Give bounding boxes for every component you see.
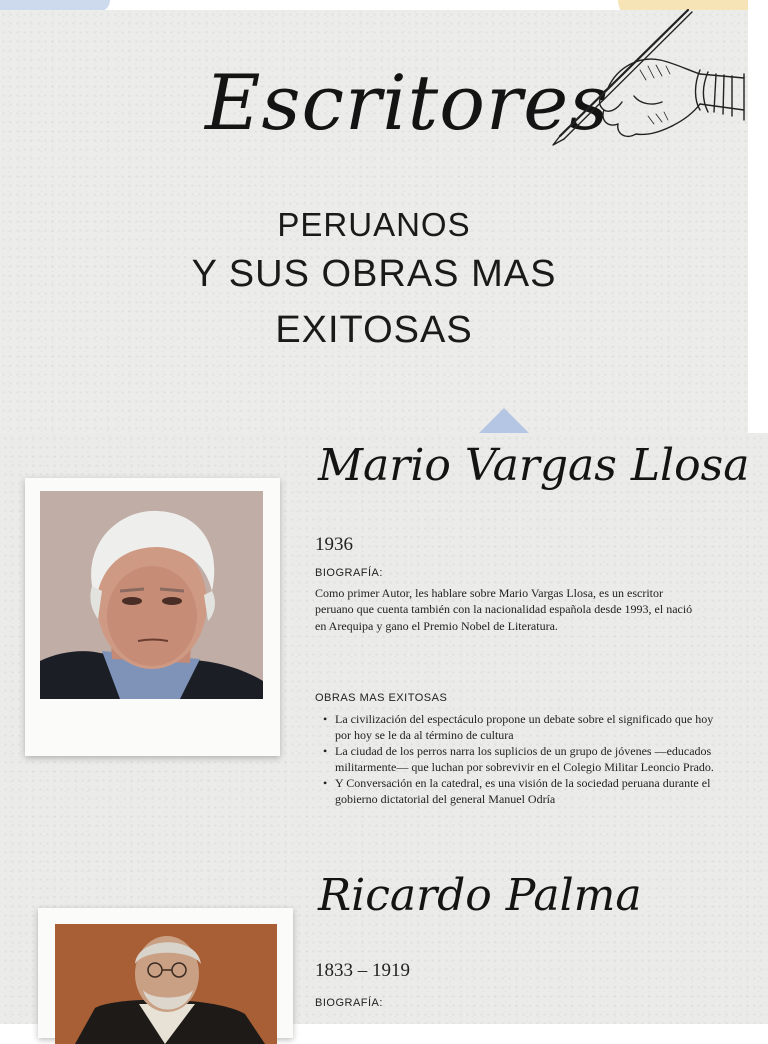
subtitle-line-2: Y SUS OBRAS MAS bbox=[191, 253, 557, 295]
bio-text: Como primer Autor, les hablare sobre Mario Vargas Llosa, es un escritor peruano que cuenta también con la nacionalidad española desde 1993, el nació en Arequipa y gano el Premio Nobel de Literatura. bbox=[315, 586, 693, 633]
works-label: OBRAS MAS EXITOSAS bbox=[315, 692, 448, 704]
portrait-painting bbox=[55, 924, 277, 1044]
photo-frame bbox=[25, 478, 280, 756]
subtitle-line-3: EXITOSAS bbox=[275, 309, 473, 351]
hand-with-pen-icon bbox=[548, 8, 748, 158]
list-item: • La civilización del espectáculo propone un debate sobre el significado que hoy por hoy se le da al término de cultura bbox=[315, 711, 715, 743]
writer-years: 1936 bbox=[315, 534, 353, 555]
portrait-photo bbox=[40, 491, 263, 699]
bio-label: BIOGRAFÍA: bbox=[315, 567, 383, 579]
writer-name: Mario Vargas Llosa bbox=[318, 440, 750, 491]
writer-name: Ricardo Palma bbox=[318, 870, 642, 921]
title-script: Escritores bbox=[205, 58, 610, 147]
bio-label: BIOGRAFÍA: bbox=[315, 997, 383, 1009]
subtitle-line-1: PERUANOS bbox=[277, 206, 471, 243]
writer-years: 1833 – 1919 bbox=[315, 960, 410, 981]
list-item: • La ciudad de los perros narra los suplicios de un grupo de jóvenes —educados militarmente— que luchan por sobrevivir en el Colegio Militar Leoncio Prado. bbox=[315, 743, 715, 775]
list-item: • Y Conversación en la catedral, es una visión de la sociedad peruana durante el gobierno dictatorial del general Manuel Odría bbox=[315, 775, 715, 807]
works-list bbox=[315, 711, 715, 807]
photo-frame bbox=[38, 908, 293, 1038]
triangle-icon bbox=[479, 408, 529, 433]
